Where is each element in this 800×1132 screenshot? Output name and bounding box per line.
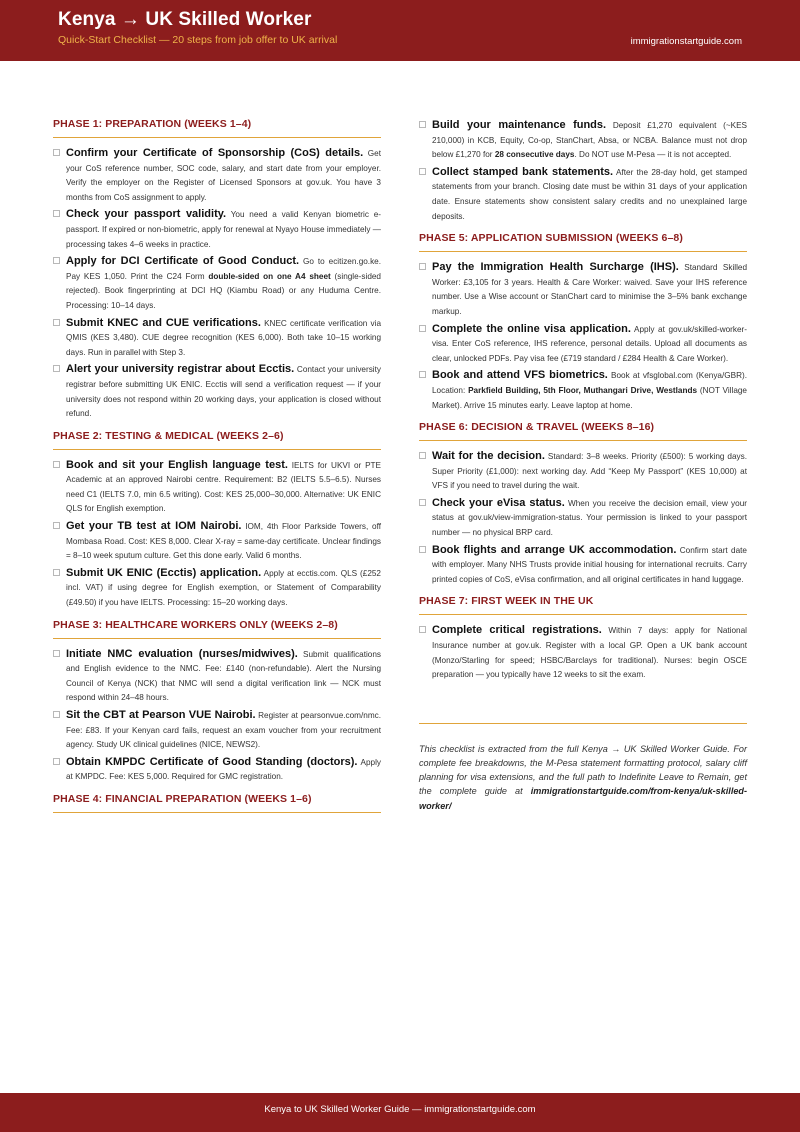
item-title: Build your maintenance funds. (432, 119, 607, 131)
item-title: Book flights and arrange UK accommodation. (432, 543, 677, 556)
checklist-item (53, 647, 381, 706)
item-body-bold: Parkfield Building, 5th Floor, Muthangari Drive, Westlands (468, 385, 697, 395)
checkbox[interactable] (53, 461, 60, 468)
checklist-item (53, 755, 381, 785)
item-body-text: (single-sided rejected). Book fingerprinting at DCI HQ (Kiambu Road) or any Huduma Centre. Processing: 10–14 days. (66, 271, 381, 310)
item-title: Pay the Immigration Health Surcharge (IHS). (432, 261, 679, 274)
checklist-item (53, 458, 381, 517)
checkbox[interactable] (419, 325, 426, 332)
item-body-text: (NOT Village Market). Arrive 15 minutes early. Leave laptop at home. (432, 385, 747, 410)
phase-5 (419, 232, 747, 413)
guide-link[interactable]: immigrationstartguide.com/from-kenya/uk-skilled-worker/ (419, 786, 747, 811)
item-body: After the 28-day hold, get stamped statements from your branch. Closing date must be within 31 days of your application date. Ensure statements show consistent salary credits and no unexplained large deposits. (432, 167, 747, 221)
item-title: Check your eVisa status. (432, 496, 565, 509)
checkbox[interactable] (53, 522, 60, 529)
item-title: Book and attend VFS biometrics. (432, 369, 608, 382)
page-header (0, 0, 800, 61)
item-body: Submit qualifications and English evidence to the NMC. Fee: £140 (non-refundable). Alert the Nursing Council of Kenya (NCK) that NMC will send a digital verification link — NCK must respond within 24–48 hours. (66, 649, 382, 703)
checkbox[interactable] (53, 711, 60, 718)
right-column (419, 118, 747, 813)
item-body: KNEC certificate verification via QMIS (KES 3,480). CUE degree recognition (KES 6,000). Both take 10–15 working days. Run in parallel with Step 3. (66, 318, 381, 357)
phase-2 (53, 430, 381, 611)
item-body-bold: double-sided on one A4 sheet (208, 271, 331, 281)
item-title: Collect stamped bank statements. (432, 165, 614, 178)
checklist-item (53, 146, 381, 205)
item-title: Alert your university registrar about Ecctis. (66, 363, 295, 376)
phase-4-heading (53, 793, 381, 813)
item-body: Standard: 3–8 weeks. Priority (£500): 5 working days. Super Priority (£1,000): next working day. Add “Keep My Passport” (KES 10,000) at VFS if you need to travel during the wait. (432, 452, 747, 491)
checklist-item (419, 623, 747, 682)
checkbox[interactable] (419, 371, 426, 378)
item-body: Register at pearsonvue.com/nmc. Fee: £83. If your Kenyan card fails, request an exam voucher from your recruitment agency. Study UK clinical guidelines (NICE, NEWS2). (66, 711, 382, 750)
checkbox[interactable] (419, 263, 426, 270)
item-body: Apply at ecctis.com. QLS (£252 incl. VAT) if using degree for English exemption, or Statement of Comparability (£49.50) if you have IELTS. Processing: 15–20 working days. (66, 568, 381, 608)
checklist-item (53, 207, 381, 252)
page-title: Kenya → UK Skilled Worker (58, 9, 312, 30)
checklist-item (419, 165, 747, 224)
checkbox[interactable] (53, 210, 60, 217)
phase-title: PHASE 6: DECISION & TRAVEL (WEEKS 8–16) (419, 421, 747, 441)
phase-title: PHASE 1: PREPARATION (WEEKS 1–4) (53, 118, 381, 138)
checkbox[interactable] (53, 257, 60, 264)
checkbox[interactable] (419, 121, 426, 128)
item-body-bold: 28 consecutive days (494, 150, 575, 160)
checkbox[interactable] (419, 452, 426, 459)
item-body: Confirm start date with employer. Many NHS Trusts provide initial housing for international recruits. Carry printed copies of CoS, eVisa confirmation, and all original certificates in hand luggage. (432, 545, 747, 584)
guide-promo-note (419, 723, 747, 813)
checklist-item (53, 254, 381, 313)
item-title: Get your TB test at IOM Nairobi. (66, 520, 242, 533)
page-subtitle: Quick-Start Checklist — 20 steps from job offer to UK arrival (58, 34, 338, 46)
item-body: Contact your university registrar before submitting UK ENIC. Ecctis will send a verification request — if your university does not respond within 20 working days, your application is closed without refund. (66, 365, 381, 419)
checklist-item (419, 543, 747, 588)
checkbox[interactable] (419, 168, 426, 175)
item-title: Book and sit your English language test. (66, 458, 288, 471)
item-body: Get your CoS reference number, SOC code, salary, and start date from your employer. Verify the employer on the Register of Licensed Sponsors at gov.uk. You have 3 months from CoS assignment to apply. (66, 149, 381, 202)
checklist-item (419, 449, 747, 494)
checkbox[interactable] (53, 149, 60, 156)
checkbox[interactable] (53, 319, 60, 326)
checkbox[interactable] (419, 546, 426, 553)
phase-title: PHASE 2: TESTING & MEDICAL (WEEKS 2–6) (53, 430, 381, 450)
promo-text: This checklist is extracted from the full Kenya → UK Skilled Worker Guide. For complete fee breakdowns, the M-Pesa statement formatting protocol, salary cliff planning for visa extensions, and the full path to Indefinite Leave to Remain, get the complete guide at (419, 743, 747, 797)
item-body: You need a valid Kenyan biometric e-passport. If expired or non-biometric, apply for renewal at Nyayo House immediately — processing takes 4–6 weeks in practice. (66, 210, 381, 249)
checklist-item (53, 362, 381, 421)
item-body: Within 7 days: apply for National Insurance number at gov.uk. Register with a local GP. Open a UK bank account (Monzo/Starling for speed; HSBC/Barclays for traditional). Nurses: begin OSCE preparation — you typically have 12 weeks to sit the exam. (432, 626, 747, 680)
item-body-text: Deposit £1,270 equivalent (~KES 210,000) in KCB, Equity, Co-op, StanChart, Absa, or NCBA. Balance must not drop below £1,270 for (432, 121, 747, 160)
checkbox[interactable] (53, 758, 60, 765)
item-title: Submit KNEC and CUE verifications. (66, 316, 261, 329)
checklist-item (419, 322, 747, 367)
item-title: Check your passport validity. (66, 208, 227, 221)
phase-4-items (419, 118, 747, 224)
checklist-item (419, 496, 747, 541)
item-body-text: . Do NOT use M-Pesa — it is not accepted. (574, 150, 732, 160)
item-body: Apply at gov.uk/skilled-worker-visa. Enter CoS reference, IHS reference, personal details. Upload all documents as clear, unlocked PDFs. Pay visa fee (£719 standard / £284 Health & Care Worker). (432, 324, 748, 363)
checklist-item (419, 368, 747, 413)
item-body: IOM, 4th Floor Parkside Towers, off Mombasa Road. Cost: KES 8,000. Clear X-ray = same-day certificate. Unclear findings = 8–10 week sputum culture. Get this done early. Valid 6 months. (66, 522, 381, 561)
checkbox[interactable] (53, 569, 60, 576)
header-site-link[interactable]: immigrationstartguide.com (630, 36, 742, 47)
item-body-text: Book at vfsglobal.com (Kenya/GBR). Location: (432, 371, 747, 395)
item-title: Initiate NMC evaluation (nurses/midwives). (66, 647, 298, 660)
item-body: Apply at KMPDC. Fee: KES 5,000. Required for GMC registration. (66, 757, 381, 782)
item-title: Apply for DCI Certificate of Good Conduct. (66, 255, 300, 268)
page-footer: Kenya to UK Skilled Worker Guide — immigrationstartguide.com (0, 1093, 800, 1132)
checkbox[interactable] (419, 626, 426, 633)
checklist-item (53, 519, 381, 564)
item-title: Wait for the decision. (432, 450, 545, 463)
checkbox[interactable] (53, 650, 60, 657)
item-title: Complete critical registrations. (432, 624, 602, 637)
checklist-item (419, 118, 747, 163)
item-title: Obtain KMPDC Certificate of Good Standing (doctors). (66, 755, 358, 768)
checklist-item (419, 260, 747, 319)
phase-1 (53, 118, 381, 422)
item-body: IELTS for UKVI or PTE Academic at an approved Nairobi centre. Requirement: B2 (IELTS 5.5–6.5). Nurses need C1 (IELTS 7.0, min 6.5 writing). Cost: KES 25,000–30,000. Alternative: UK ENIC QLS for English exemption. (66, 460, 381, 514)
checklist-item (53, 566, 381, 611)
checkbox[interactable] (419, 499, 426, 506)
checklist-item (53, 316, 381, 361)
item-title: Sit the CBT at Pearson VUE Nairobi. (66, 709, 256, 721)
phase-title: PHASE 3: HEALTHCARE WORKERS ONLY (WEEKS 2–8) (53, 619, 381, 639)
item-title: Complete the online visa application. (432, 322, 631, 335)
phase-3 (53, 619, 381, 785)
item-body: When you receive the decision email, view your status at gov.uk/view-immigration-status. Your permission is linked to your passport number — no physical BRP card. (432, 498, 747, 538)
checklist-item (53, 708, 381, 753)
item-body-text: Go to ecitizen.go.ke. Pay KES 1,050. Print the C24 Form (66, 257, 381, 281)
phase-title: PHASE 7: FIRST WEEK IN THE UK (419, 595, 747, 615)
item-title: Submit UK ENIC (Ecctis) application. (66, 566, 262, 579)
checkbox[interactable] (53, 365, 60, 372)
phase-6 (419, 421, 747, 587)
item-body: Standard Skilled Worker: £3,105 for 3 years. Health & Care Worker: waived. Save your IHS reference number. Use a Wise account or StanChart card to minimise the 3–5% bank exchange markup. (432, 263, 748, 316)
phase-title: PHASE 4: FINANCIAL PREPARATION (WEEKS 1–6) (53, 793, 381, 813)
item-title: Confirm your Certificate of Sponsorship (CoS) details. (66, 147, 364, 159)
left-column (53, 118, 381, 821)
phase-title: PHASE 5: APPLICATION SUBMISSION (WEEKS 6–8) (419, 232, 747, 252)
phase-7 (419, 595, 747, 682)
